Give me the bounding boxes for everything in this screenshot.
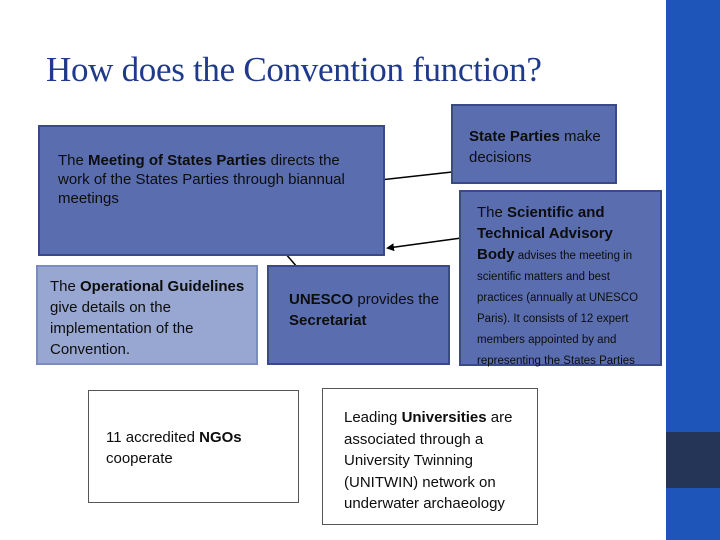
unesco-text: provides the [353, 291, 440, 308]
universities-box [322, 388, 538, 525]
ngos-bold: NGOs [199, 429, 242, 446]
meeting-text-2: directs the work of the States Parties through biannual meetings [58, 152, 345, 207]
sab-text-1: The [477, 204, 508, 221]
meeting-of-states-parties-box [38, 125, 385, 256]
meeting-text-1: The [58, 152, 89, 169]
ngos-text-2: cooperate [106, 450, 173, 467]
slide-title: How does the Convention function? [46, 50, 542, 89]
meeting-bold: Meeting of States Parties [88, 152, 267, 169]
oper-text-1: The [50, 278, 81, 295]
oper-bold: Operational Guidelines [80, 278, 245, 295]
sab-bold: Scientific and Technical Advisory Body [477, 204, 613, 263]
states-text: make decisions [469, 128, 601, 166]
univ-bold: Universities [401, 409, 487, 426]
unesco-secretariat-box [267, 265, 450, 365]
ngos-text-1: 11 accredited [106, 429, 200, 446]
state-parties-box [451, 104, 617, 184]
unesco-bold: UNESCO [289, 291, 354, 308]
operational-guidelines-box [36, 265, 258, 365]
states-bold: State Parties [469, 128, 560, 145]
oper-text-2: give details on the implementation of the Convention. [50, 299, 194, 358]
sab-text-2: advises the meeting in scientific matters and best practices (annually at UNESCO Paris). It consists of 12 expert members appointed by and representing the States Parties [477, 250, 639, 367]
right-accent-block [666, 432, 720, 488]
univ-text-1: Leading [344, 409, 402, 426]
ngos-box [88, 390, 299, 503]
scientific-advisory-body-box [459, 190, 662, 366]
univ-text-2: are associated through a University Twinning (UNITWIN) network on underwater archaeology [344, 409, 513, 512]
unesco-bold-2: Secretariat [289, 312, 367, 329]
